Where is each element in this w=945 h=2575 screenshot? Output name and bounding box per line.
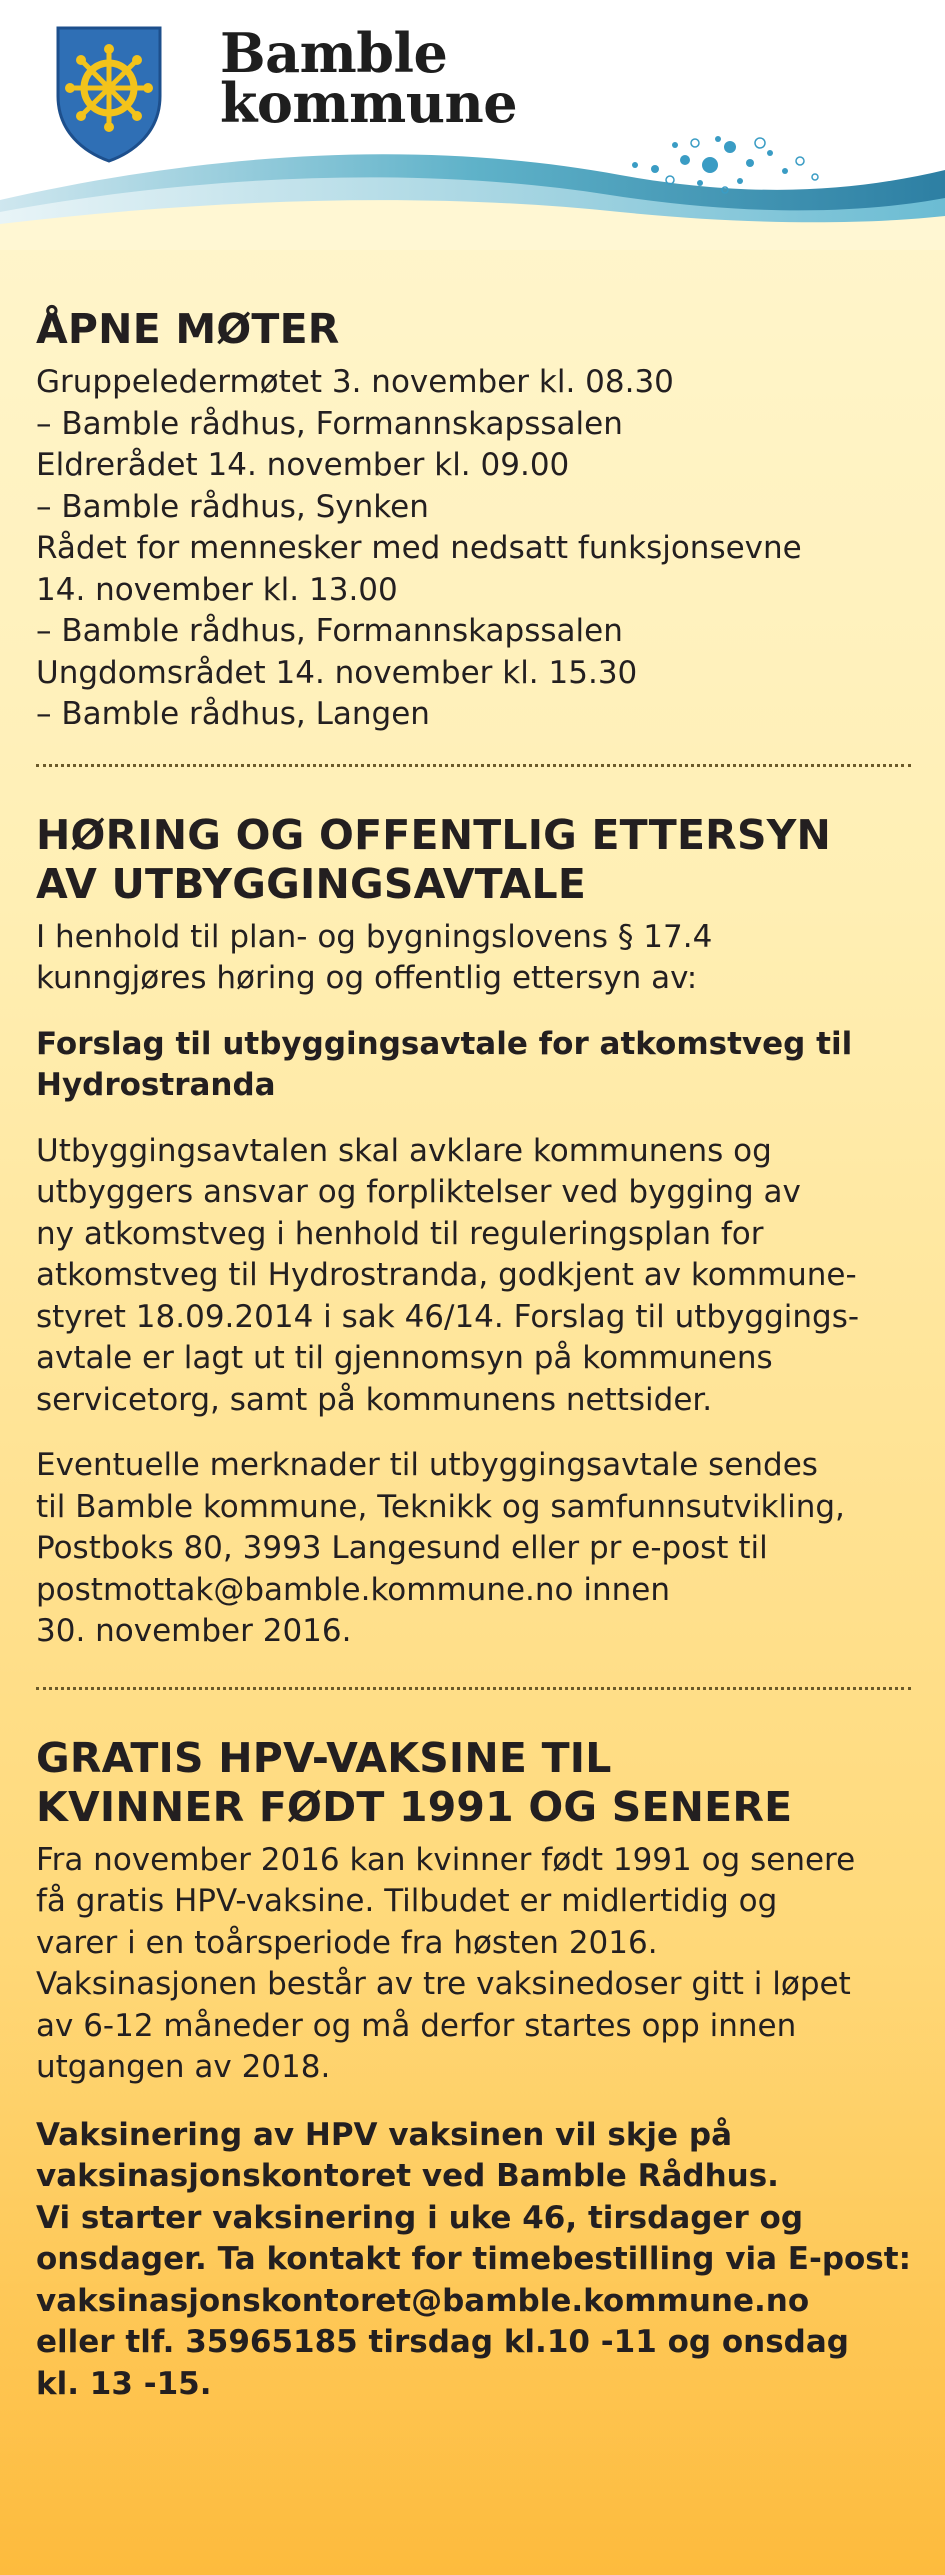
heading-hearing-line-2: AV UTBYGGINGSAVTALE <box>36 859 587 908</box>
hpv-email-line: vaksinasjonskontoret@bamble.kommune.no <box>36 2282 810 2319</box>
hpv-bold-line: vaksinasjonskontoret ved Bamble Rådhus. <box>36 2158 779 2194</box>
meeting-line: 14. november kl. 13.00 <box>36 571 398 608</box>
header <box>0 0 945 250</box>
hearing-body-line: styret 18.09.2014 i sak 46/14. Forslag til utbyggings- <box>36 1298 860 1335</box>
heading-hpv-line-2: KVINNER FØDT 1991 OG SENERE <box>36 1782 793 1831</box>
hearing-body-line: avtale er lagt ut til gjennomsyn på kommunens <box>36 1340 773 1376</box>
hpv-body-line: få gratis HPV-vaksine. Tilbudet er midlertidig og <box>36 1883 778 1919</box>
heading-hpv-line-1: GRATIS HPV-VAKSINE TIL <box>36 1733 612 1782</box>
hpv-bold-line: Vaksinering av HPV vaksinen vil skje på <box>36 2116 732 2153</box>
hearing-remarks-line: til Bamble kommune, Teknikk og samfunnsutvikling, <box>36 1488 845 1525</box>
proposal-title-line: Forslag til utbyggingsavtale for atkomstveg til <box>36 1025 853 1062</box>
meeting-line: Ungdomsrådet 14. november kl. 15.30 <box>36 654 638 691</box>
section-open-meetings <box>36 250 911 736</box>
meeting-line: Eldrerådet 14. november kl. 09.00 <box>36 447 570 483</box>
meeting-line: Gruppeledermøtet 3. november kl. 08.30 <box>36 364 674 400</box>
section-hearing <box>36 767 911 1653</box>
bubble-decoration <box>590 125 830 205</box>
hearing-body-line: ny atkomstveg i henhold til reguleringsplan for <box>36 1215 764 1252</box>
hearing-remarks-line: Postboks 80, 3993 Langesund eller pr e-post til <box>36 1530 768 1566</box>
meeting-line: Rådet for mennesker med nedsatt funksjonsevne <box>36 530 802 566</box>
hearing-intro-line: I henhold til plan- og bygningslovens § 17.4 <box>36 918 713 955</box>
meeting-line: – Bamble rådhus, Synken <box>36 488 429 525</box>
notice-content <box>36 250 911 2405</box>
hearing-body-line: utbyggers ansvar og forpliktelser ved bygging av <box>36 1174 801 1210</box>
heading-hearing-line-1: HØRING OG OFFENTLIG ETTERSYN <box>36 810 832 859</box>
hearing-body-line: atkomstveg til Hydrostranda, godkjent av kommune- <box>36 1257 857 1293</box>
hpv-body-line: Vaksinasjonen består av tre vaksinedoser gitt i løpet <box>36 1966 851 2002</box>
hearing-body-line: Utbyggingsavtalen skal avklare kommunens og <box>36 1132 772 1169</box>
hpv-bold-line: eller tlf. 35965185 tirsdag kl.10 -11 og onsdag <box>36 2324 849 2360</box>
hpv-body-line: varer i en toårsperiode fra høsten 2016. <box>36 1924 658 1961</box>
hpv-body-line: utgangen av 2018. <box>36 2049 331 2085</box>
hpv-body-line: Fra november 2016 kan kvinner født 1991 og senere <box>36 1841 856 1878</box>
logo-line-1: Bamble <box>220 21 448 85</box>
hpv-bold-line: kl. 13 -15. <box>36 2365 212 2402</box>
meeting-line: – Bamble rådhus, Formannskapssalen <box>36 405 623 442</box>
hearing-intro-line: kunngjøres høring og offentlig ettersyn av: <box>36 960 698 996</box>
hpv-bold-line: onsdager. Ta kontakt for timebestilling via E-post: <box>36 2241 911 2277</box>
meeting-line: – Bamble rådhus, Formannskapssalen <box>36 613 623 649</box>
hearing-body-line: servicetorg, samt på kommunens nettsider. <box>36 1381 713 1418</box>
proposal-title-line: Hydrostranda <box>36 1067 276 1103</box>
hpv-bold-line: Vi starter vaksinering i uke 46, tirsdager og <box>36 2199 804 2236</box>
section-hpv <box>36 1690 911 2406</box>
heading-open-meetings: ÅPNE MØTER <box>36 305 340 353</box>
hpv-body-line: av 6-12 måneder og må derfor startes opp innen <box>36 2007 797 2044</box>
hearing-remarks-line: Eventuelle merknader til utbyggingsavtale sendes <box>36 1447 818 1483</box>
meeting-line: – Bamble rådhus, Langen <box>36 696 430 732</box>
logo-line-2: kommune <box>220 71 518 135</box>
logo-wordmark <box>220 21 518 135</box>
hearing-remarks-line: postmottak@bamble.kommune.no innen <box>36 1571 670 1608</box>
hearing-remarks-line: 30. november 2016. <box>36 1613 352 1649</box>
